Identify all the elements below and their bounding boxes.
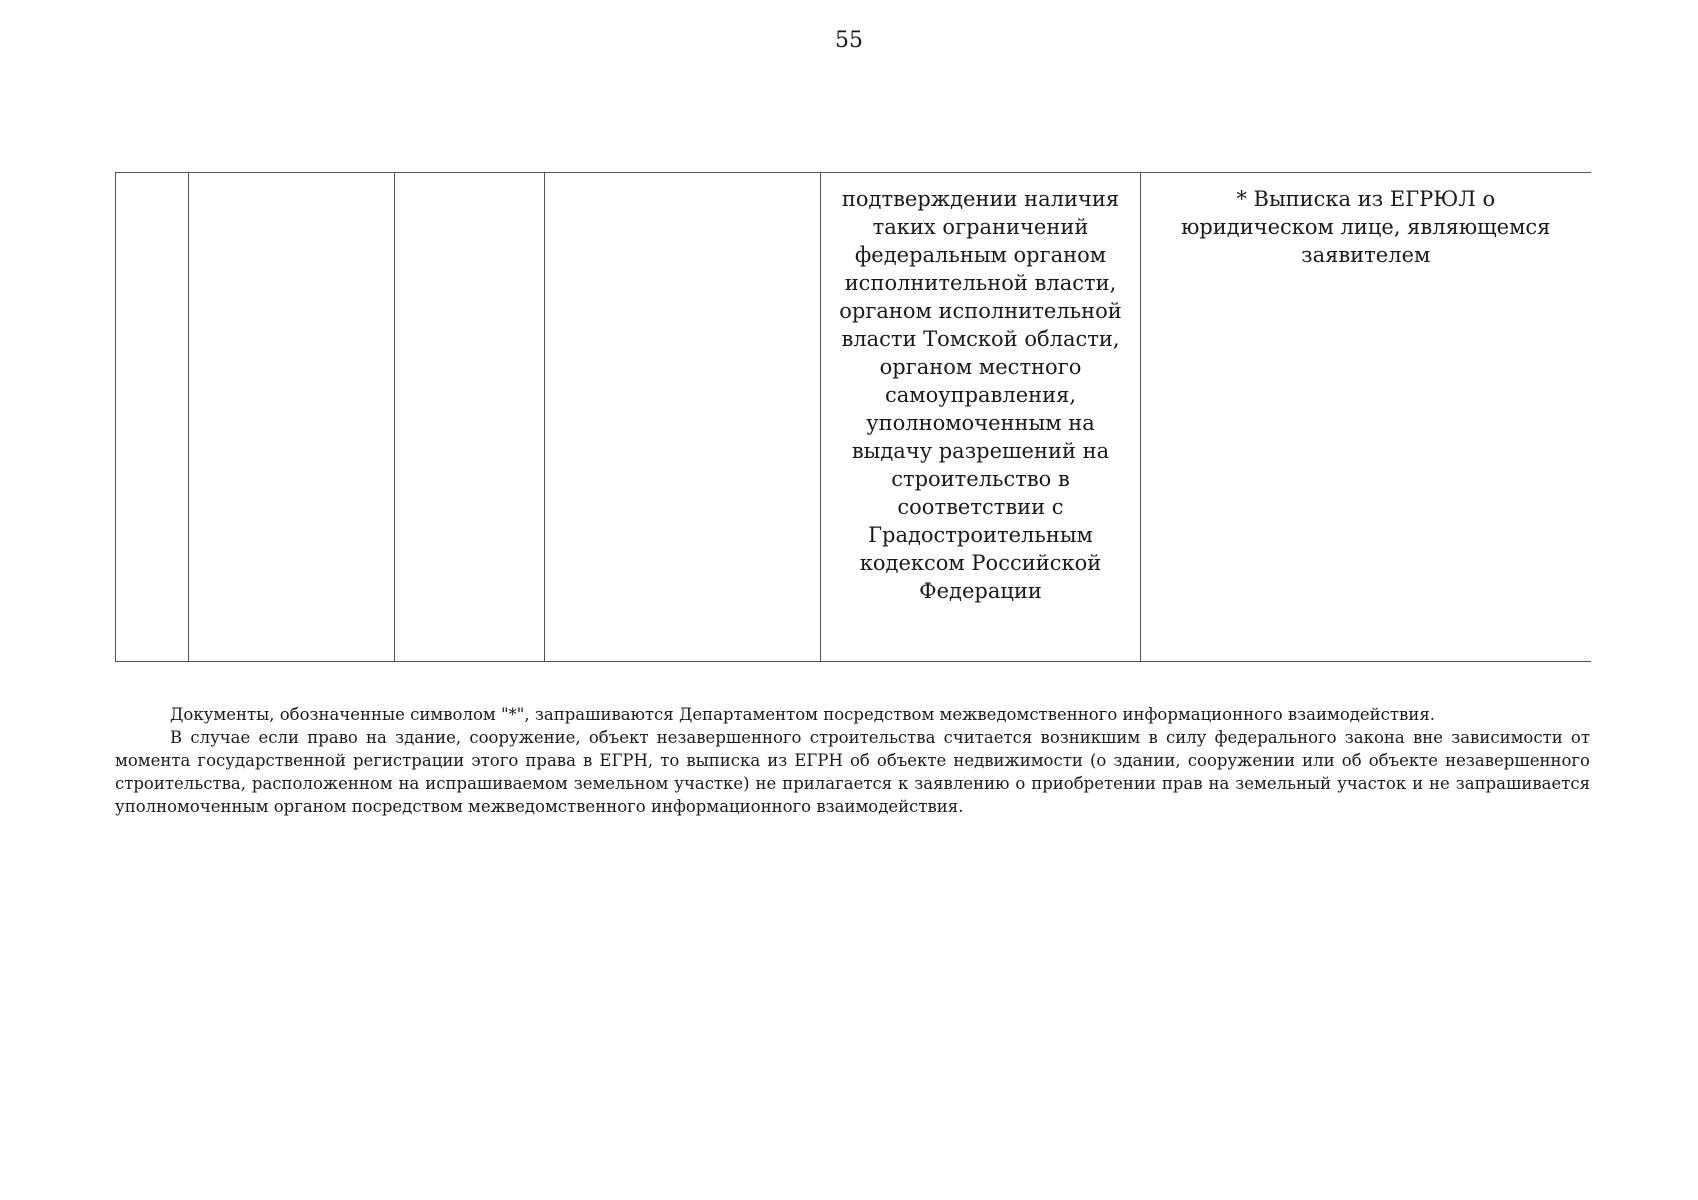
table-cell-4	[545, 173, 821, 662]
table-cell-restrictions: подтверждении наличия таких ограничений федеральным органом исполнительной власти, органом исполнительной власти Томской области, органом местного самоуправления, уполномоченным на выдачу разрешений на строительство в соответствии с Градостроительным кодексом Российской Федерации	[821, 173, 1141, 662]
table-cell-1	[116, 173, 189, 662]
table-cell-documents: * Выписка из ЕГРЮЛ о юридическом лице, являющемся заявителем	[1141, 173, 1591, 662]
document-table	[115, 172, 1591, 662]
page-number: 55	[835, 28, 863, 53]
table-row	[116, 173, 1591, 662]
note-paragraph-2: В случае если право на здание, сооружение, объект незавершенного строительства считается возникшим в силу федерального закона вне зависимости от момента государственной регистрации этого права в ЕГРН, то выписка из ЕГРН об объекте недвижимости (о здании, сооружении или об объекте незавершенного строительства, расположенном на испрашиваемом земельном участке) не прилагается к заявлению о приобретении прав на земельный участок и не запрашивается уполномоченным органом посредством межведомственного информационного взаимодействия.	[115, 728, 1590, 816]
notes-section	[115, 703, 1590, 818]
note-paragraph-1: Документы, обозначенные символом "*", запрашиваются Департаментом посредством межведомственного информационного взаимодействия.	[170, 705, 1435, 724]
table-cell-3	[395, 173, 545, 662]
table-cell-2	[189, 173, 395, 662]
